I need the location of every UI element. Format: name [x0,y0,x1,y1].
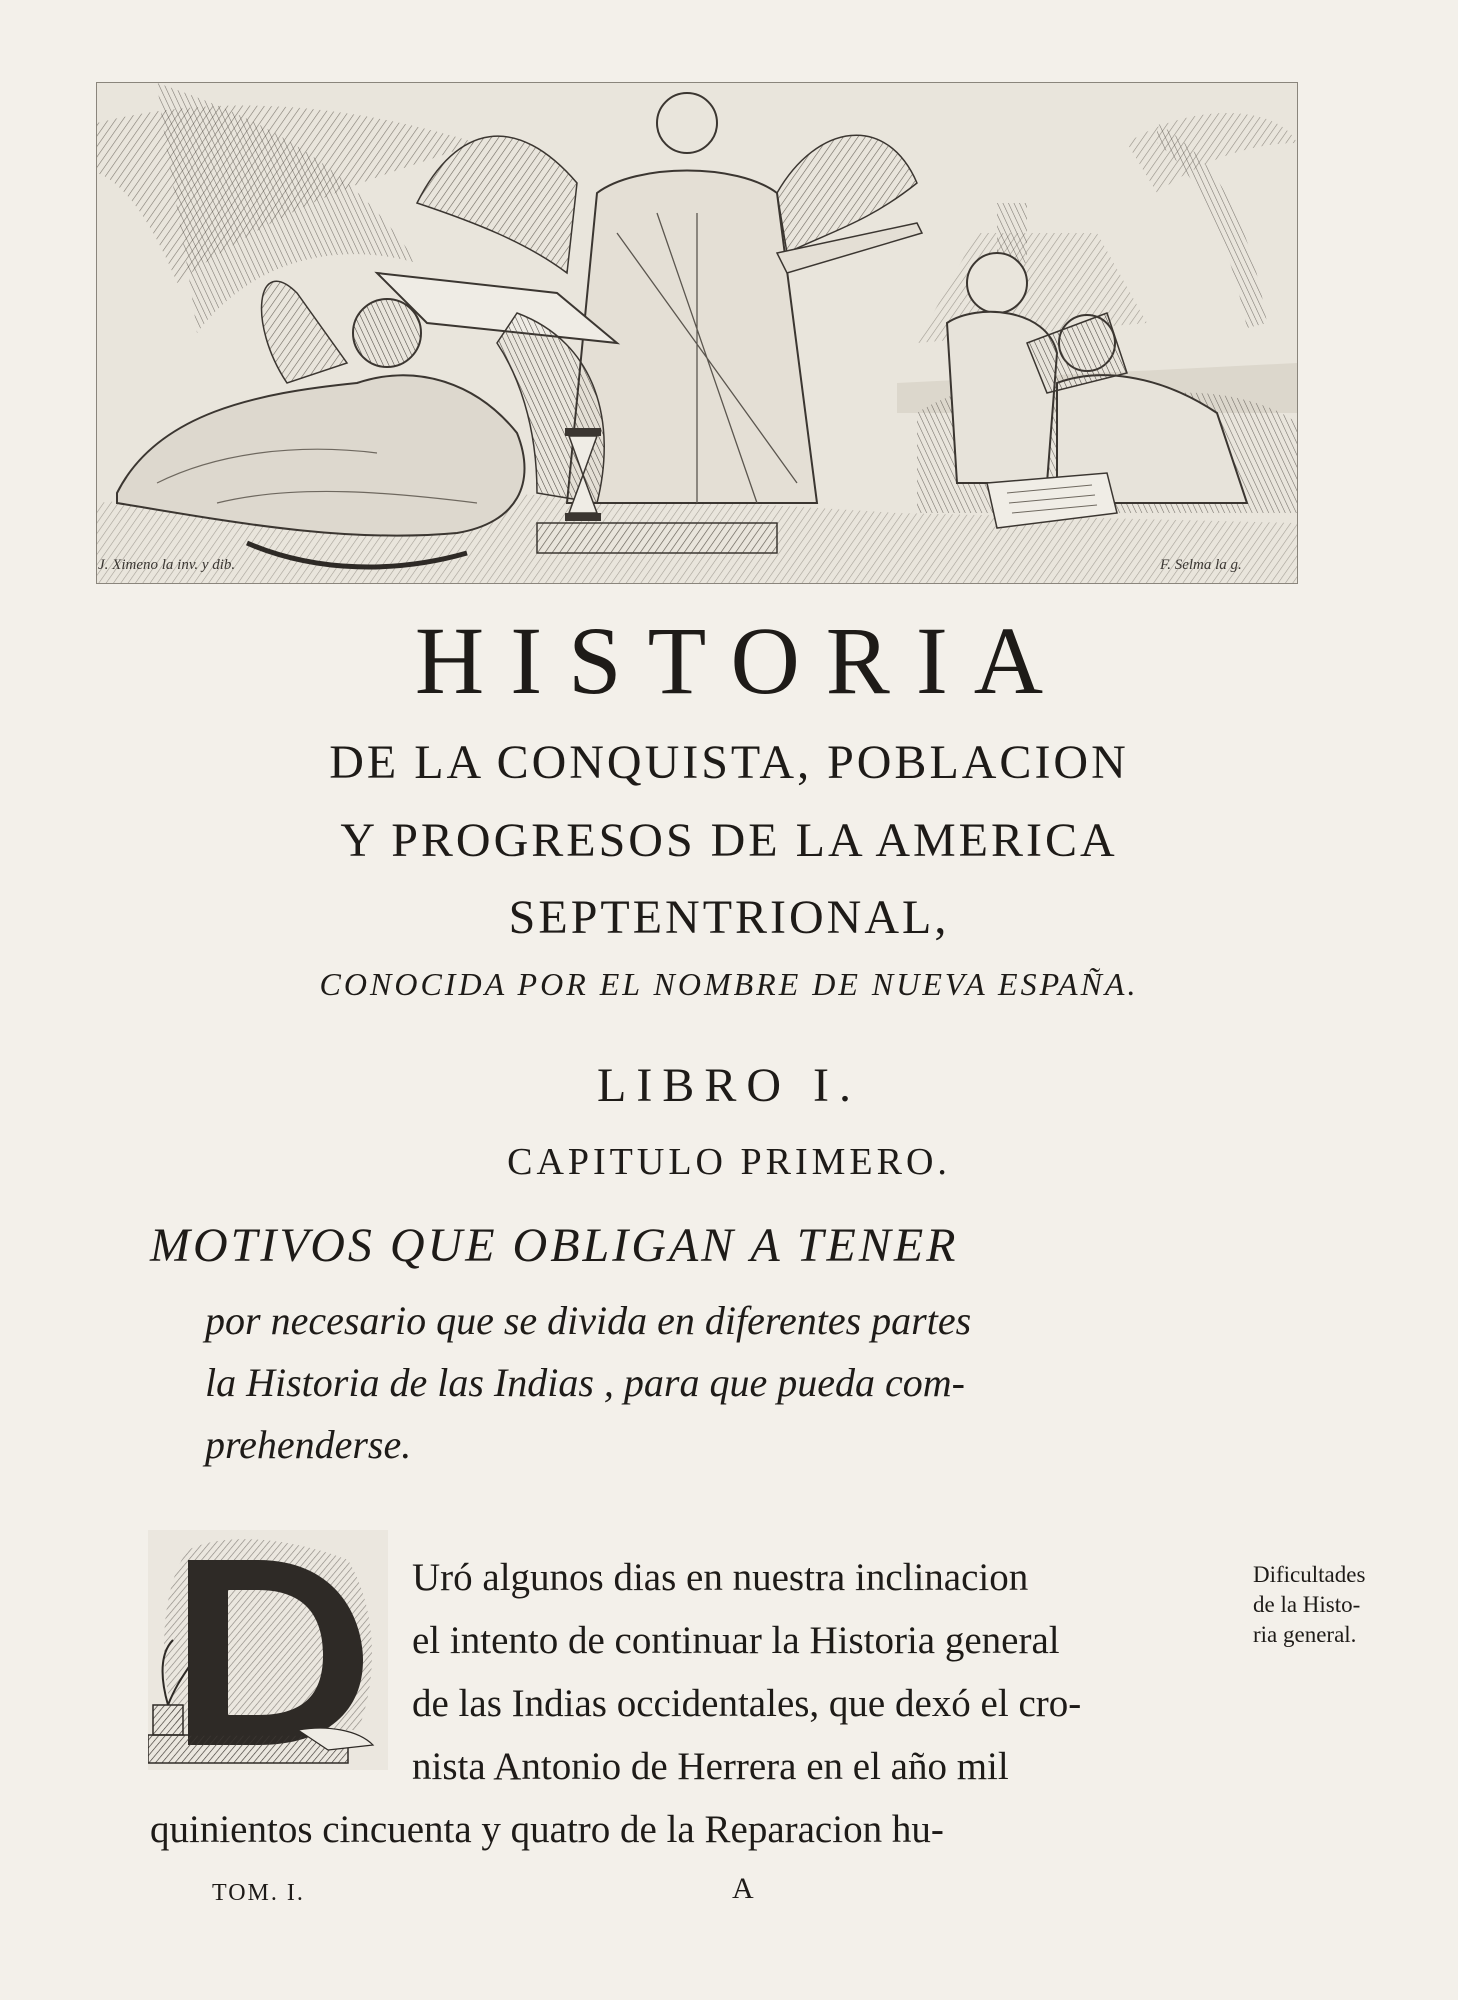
margin-note-line: Dificultades [1253,1562,1366,1587]
book-number: LIBRO I. [597,1059,861,1112]
title-line-3: SEPTENTRIONAL, [508,891,950,944]
body-line: quinientos cincuenta y quatro de la Reparacion hu- [150,1808,944,1851]
body-paragraph [150,1546,1240,1861]
chapter-heading: CAPITULO PRIMERO. [507,1141,951,1183]
gathering-signature: A [732,1872,754,1905]
summary-line: por necesario que se divida en diferentes partes [205,1298,972,1343]
margin-note-line: de la Histo- [1253,1592,1361,1617]
engraving-credit-inventor: J. Ximeno la inv. y dib. [98,557,236,573]
margin-note-line: ria general. [1253,1622,1357,1647]
title-line-4: CONOCIDA POR EL NOMBRE DE NUEVA ESPAÑA. [319,966,1139,1002]
main-title: HISTORIA [414,607,1070,714]
summary-line: prehenderse. [205,1422,412,1467]
chapter-summary-title: MOTIVOS QUE OBLIGAN A TENER [150,1219,959,1272]
engraving-credit-engraver: F. Selma la g. [1160,557,1242,573]
margin-note [1253,1560,1423,1650]
body-line: Uró algunos dias en nuestra inclinacion [412,1556,1029,1599]
summary-line: la Historia de las Indias , para que pueda com- [205,1360,965,1405]
headpiece-engraving [96,82,1298,584]
volume-signature: TOM. I. [212,1880,305,1906]
chapter-summary [205,1290,1235,1476]
body-line: nista Antonio de Herrera en el año mil [412,1745,1009,1788]
title-line-2: Y PROGRESOS DE LA AMERICA [340,814,1118,867]
body-line: de las Indias occidentales, que dexó el cro- [412,1682,1082,1725]
body-line: el intento de continuar la Historia general [412,1619,1060,1662]
title-line-1: DE LA CONQUISTA, POBLACION [329,736,1129,789]
